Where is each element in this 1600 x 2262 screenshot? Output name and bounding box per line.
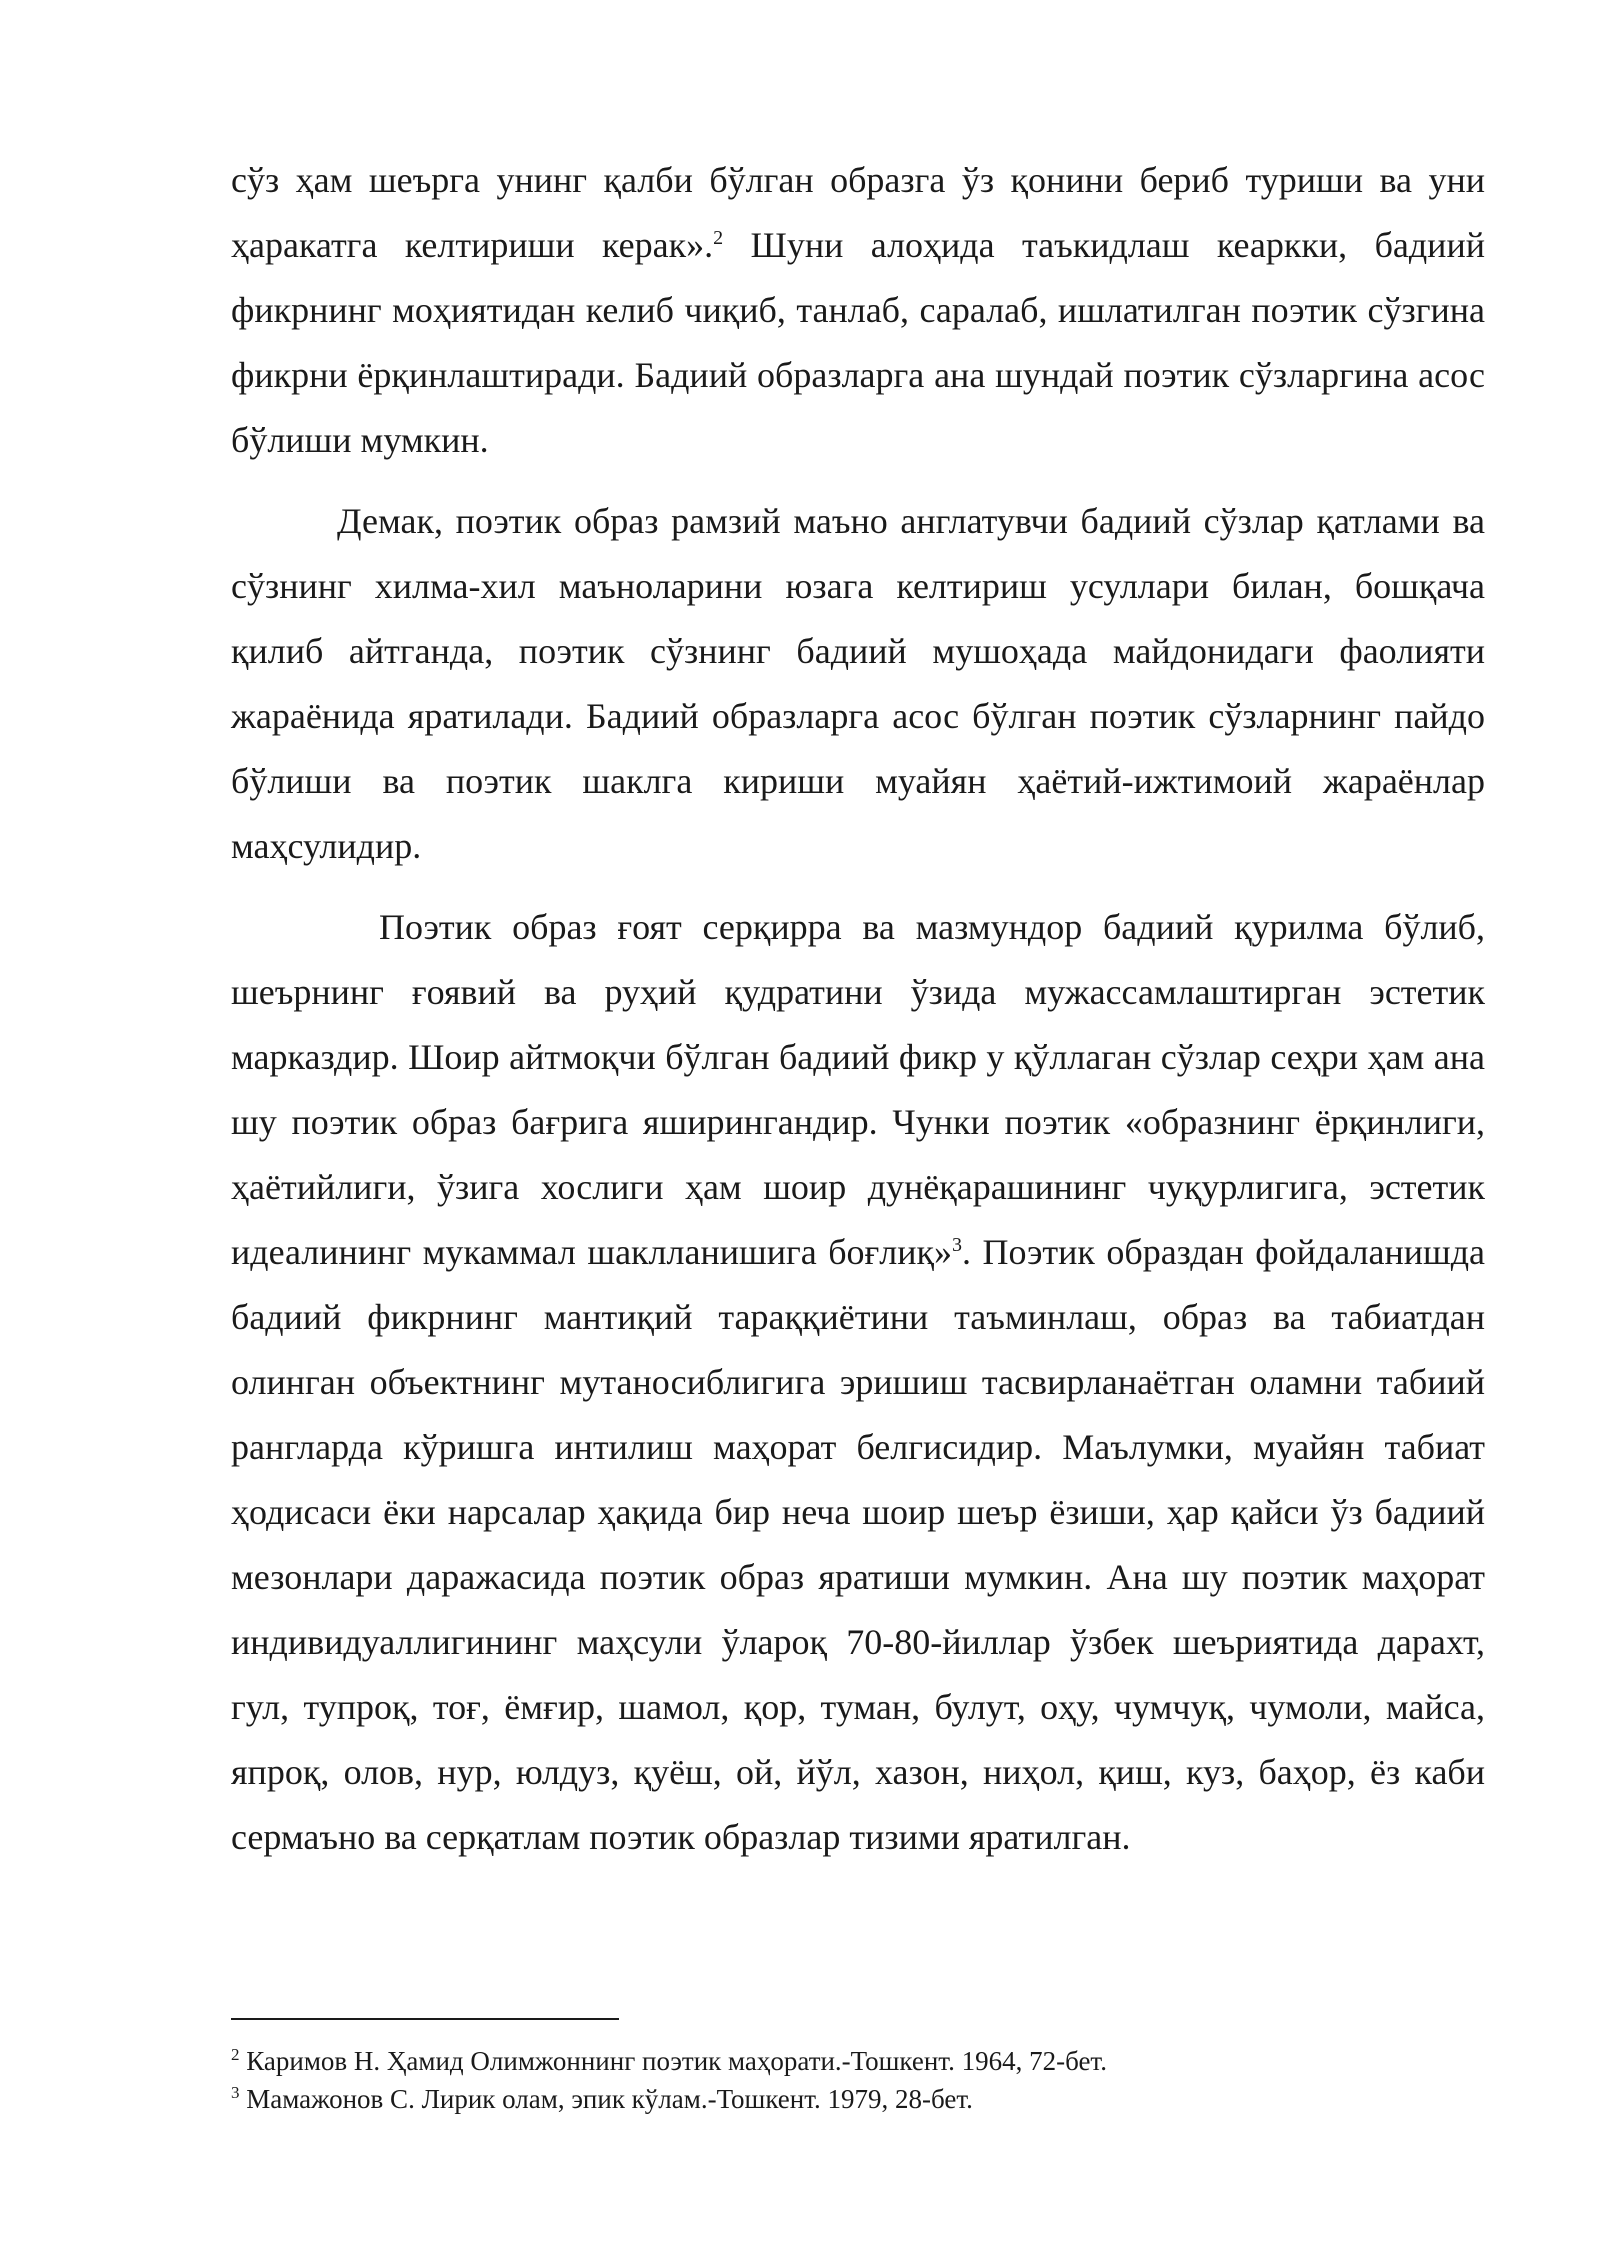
footnote-3 [231, 2080, 1485, 2118]
footnote-3-text: Мамажонов С. Лирик олам, эпик кўлам.-Тошкент. 1979, 28-бет. [239, 2084, 973, 2114]
paragraph-2 [231, 489, 1485, 879]
paragraph-3-text-a: Поэтик образ ғоят серқирра ва мазмундор бадиий қурилма бўлиб, шеърнинг ғоявий ва руҳий қудратини ўзида мужассамлаштирган эстетик марказдир. Шоир айтмоқчи бўлган бадиий фикр у қўллаган сўзлар сеҳри ҳам ана шу поэтик образ бағрига яширингандир. Чунки поэтик «образнинг ёрқинлиги, ҳаётийлиги, ўзига хослиги ҳам шоир дунёқарашининг чуқурлигига, эстетик идеалининг мукаммал шаклланишига боғлиқ» [231, 907, 1485, 1272]
paragraph-3-text-b: . Поэтик образдан фойдаланишда бадиий фикрнинг мантиқий тараққиётини таъминлаш, образ ва табиатдан олинган объектнинг мутаносиблигига эришиш тасвирланаётган оламни табиий рангларда кўришга интилиш маҳорат белгисидир. Маълумки, муайян табиат ҳодисаси ёки нарсалар ҳақида бир неча шоир шеър ёзиши, ҳар қайси ўз бадиий мезонлари даражасида поэтик образ яратиши мумкин. Ана шу поэтик маҳорат индивидуаллигининг маҳсули ўлароқ 70-80-йиллар ўзбек шеъриятида дарахт, гул, тупроқ, тоғ, ёмғир, шамол, қор, туман, булут, оҳу, чумчуқ, чумоли, майса, япроқ, олов, нур, юлдуз, қуёш, ой, йўл, хазон, ниҳол, қиш, куз, баҳор, ёз каби сермаъно ва серқатлам поэтик образлар тизими яратилган. [231, 1232, 1485, 1857]
paragraph-3 [231, 895, 1485, 1870]
footnote-ref-2[interactable]: 2 [713, 227, 724, 249]
paragraph-1-text-a: сўз ҳам шеърга унинг қалби бўлган образга ўз қонини бериб туриши ва уни ҳаракатга келтириши керак». [231, 160, 1485, 265]
footnote-3-number: 3 [231, 2083, 240, 2102]
body-text [231, 148, 1485, 1870]
footnote-2 [231, 2042, 1485, 2080]
paragraph-1 [231, 148, 1485, 473]
paragraph-2-text: Демак, поэтик образ рамзий маъно англатувчи бадиий сўзлар қатлами ва сўзнинг хилма-хил маъноларини юзага келтириш усуллари билан, бошқача қилиб айтганда, поэтик сўзнинг бадиий мушоҳада майдонидаги фаолияти жараёнида яратилади. Бадиий образларга асос бўлган поэтик сўзларнинг пайдо бўлиши ва поэтик шаклга кириши муайян ҳаётий-ижтимоий жараёнлар маҳсулидир. [231, 501, 1485, 866]
footnote-2-text: Каримов Н. Ҳамид Олимжоннинг поэтик маҳорати.-Тошкент. 1964, 72-бет. [239, 2046, 1107, 2076]
footnotes [231, 2042, 1485, 2118]
paragraph-1-text-b: Шуни алоҳида таъкидлаш кеаркки, бадиий фикрнинг моҳиятидан келиб чиқиб, танлаб, саралаб, ишлатилган поэтик сўзгина фикрни ёрқинлаштиради. Бадиий образларга ана шундай поэтик сўзларгина асос бўлиши мумкин. [231, 225, 1485, 460]
footnote-2-number: 2 [231, 2045, 240, 2064]
footnote-separator [231, 2018, 619, 2020]
footnote-ref-3[interactable]: 3 [952, 1234, 963, 1256]
